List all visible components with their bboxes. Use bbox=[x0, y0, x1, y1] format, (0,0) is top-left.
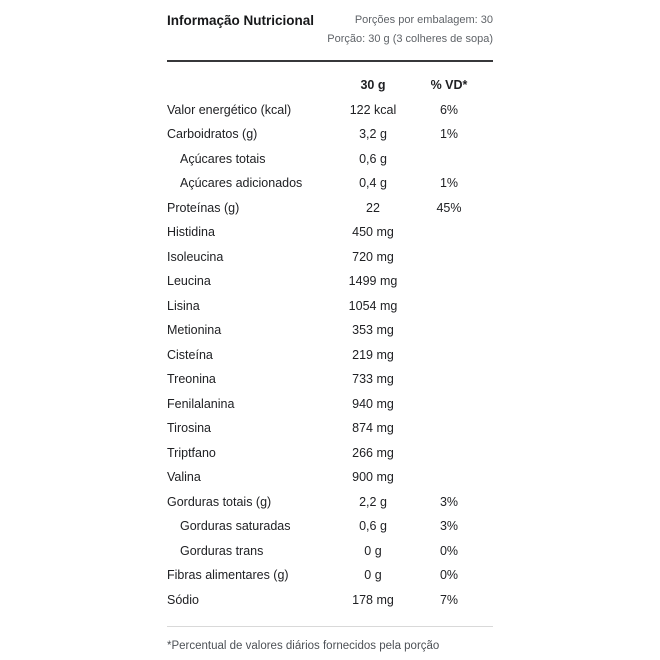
nutrient-dv: 7% bbox=[439, 592, 459, 607]
nutrient-label: Sódio bbox=[167, 592, 199, 607]
nutrient-dv: 1% bbox=[439, 176, 459, 191]
nutrient-amount: 450 mg bbox=[352, 225, 394, 240]
nutrient-amount: 3,2 g bbox=[359, 127, 387, 142]
table-row bbox=[167, 392, 493, 417]
nutrient-amount: 874 mg bbox=[352, 421, 394, 436]
table-row bbox=[167, 441, 493, 466]
nutrient-label: Triptfano bbox=[167, 445, 216, 460]
table-row bbox=[167, 319, 493, 344]
footnote: *Percentual de valores diários fornecidos pela porção bbox=[167, 639, 440, 652]
nutrient-label: Cisteína bbox=[167, 347, 213, 362]
nutrient-amount: 0 g bbox=[364, 568, 382, 583]
nutrient-amount: 0,6 g bbox=[359, 151, 387, 166]
nutrient-amount: 720 mg bbox=[352, 249, 394, 264]
table-row bbox=[167, 245, 493, 270]
nutrient-amount: 1499 mg bbox=[348, 274, 398, 289]
nutrient-label: Valina bbox=[167, 470, 201, 485]
nutrient-label: Gorduras trans bbox=[180, 543, 264, 558]
table-row bbox=[167, 564, 493, 589]
column-header-row bbox=[167, 62, 493, 98]
table-row bbox=[167, 98, 493, 123]
table-row bbox=[167, 172, 493, 197]
table-row bbox=[167, 515, 493, 540]
nutrient-label: Treonina bbox=[167, 372, 216, 387]
nutrient-label: Leucina bbox=[167, 274, 211, 289]
nutrient-dv: 0% bbox=[439, 543, 459, 558]
nutrient-label: Fenilalanina bbox=[167, 396, 235, 411]
panel-title: Informação Nutricional bbox=[167, 13, 315, 28]
nutrient-label: Proteínas (g) bbox=[167, 200, 240, 215]
nutrient-label: Açúcares adicionados bbox=[180, 176, 303, 191]
nutrient-amount: 0 g bbox=[364, 543, 382, 558]
table-row bbox=[167, 147, 493, 172]
nutrition-facts-panel bbox=[167, 0, 493, 653]
table-row bbox=[167, 294, 493, 319]
table-row bbox=[167, 221, 493, 246]
nutrient-dv: 3% bbox=[439, 519, 459, 534]
nutrient-dv: 1% bbox=[439, 127, 459, 142]
nutrient-amount: 900 mg bbox=[352, 470, 394, 485]
nutrient-label: Metionina bbox=[167, 323, 222, 338]
nutrient-dv: 6% bbox=[439, 102, 459, 117]
nutrient-label: Gorduras totais (g) bbox=[167, 494, 272, 509]
nutrient-label: Histidina bbox=[167, 225, 215, 240]
table-row bbox=[167, 466, 493, 491]
table-row bbox=[167, 270, 493, 295]
table-row bbox=[167, 368, 493, 393]
table-row bbox=[167, 343, 493, 368]
nutrient-amount: 2,2 g bbox=[359, 494, 387, 509]
nutrient-dv: 0% bbox=[439, 568, 459, 583]
nutrient-amount: 733 mg bbox=[352, 372, 394, 387]
nutrient-amount: 266 mg bbox=[352, 445, 394, 460]
nutrient-dv: 3% bbox=[439, 494, 459, 509]
nutrient-amount: 122 kcal bbox=[349, 102, 397, 117]
nutrient-label: Valor energético (kcal) bbox=[167, 102, 292, 117]
nutrient-amount: 0,6 g bbox=[359, 519, 387, 534]
nutrient-amount: 353 mg bbox=[352, 323, 394, 338]
serving-size: Porção: 30 g (3 colheres de sopa) bbox=[327, 33, 493, 45]
table-row bbox=[167, 196, 493, 221]
serving-info bbox=[327, 11, 493, 49]
column-header-dv: % VD* bbox=[430, 78, 468, 92]
nutrient-amount: 0,4 g bbox=[359, 176, 387, 191]
nutrient-rows bbox=[167, 98, 493, 613]
table-row bbox=[167, 123, 493, 148]
nutrient-label: Carboidratos (g) bbox=[167, 127, 258, 142]
nutrient-amount: 219 mg bbox=[352, 347, 394, 362]
nutrient-label: Fibras alimentares (g) bbox=[167, 568, 289, 583]
nutrient-label: Açúcares totais bbox=[180, 151, 266, 166]
nutrient-amount: 1054 mg bbox=[348, 298, 398, 313]
table-row bbox=[167, 490, 493, 515]
servings-per-package: Porções por embalagem: 30 bbox=[354, 14, 493, 26]
table-row bbox=[167, 417, 493, 442]
column-header-amount: 30 g bbox=[360, 78, 386, 92]
nutrient-label: Tirosina bbox=[167, 421, 211, 436]
nutrient-label: Isoleucina bbox=[167, 249, 224, 264]
nutrient-amount: 178 mg bbox=[352, 592, 394, 607]
table-row bbox=[167, 539, 493, 564]
panel-header bbox=[167, 0, 493, 62]
nutrient-label: Lisina bbox=[167, 298, 200, 313]
nutrient-label: Gorduras saturadas bbox=[180, 519, 291, 534]
nutrient-amount: 940 mg bbox=[352, 396, 394, 411]
nutrient-dv: 45% bbox=[436, 200, 462, 215]
nutrient-amount: 22 bbox=[366, 200, 380, 215]
table-row bbox=[167, 588, 493, 613]
